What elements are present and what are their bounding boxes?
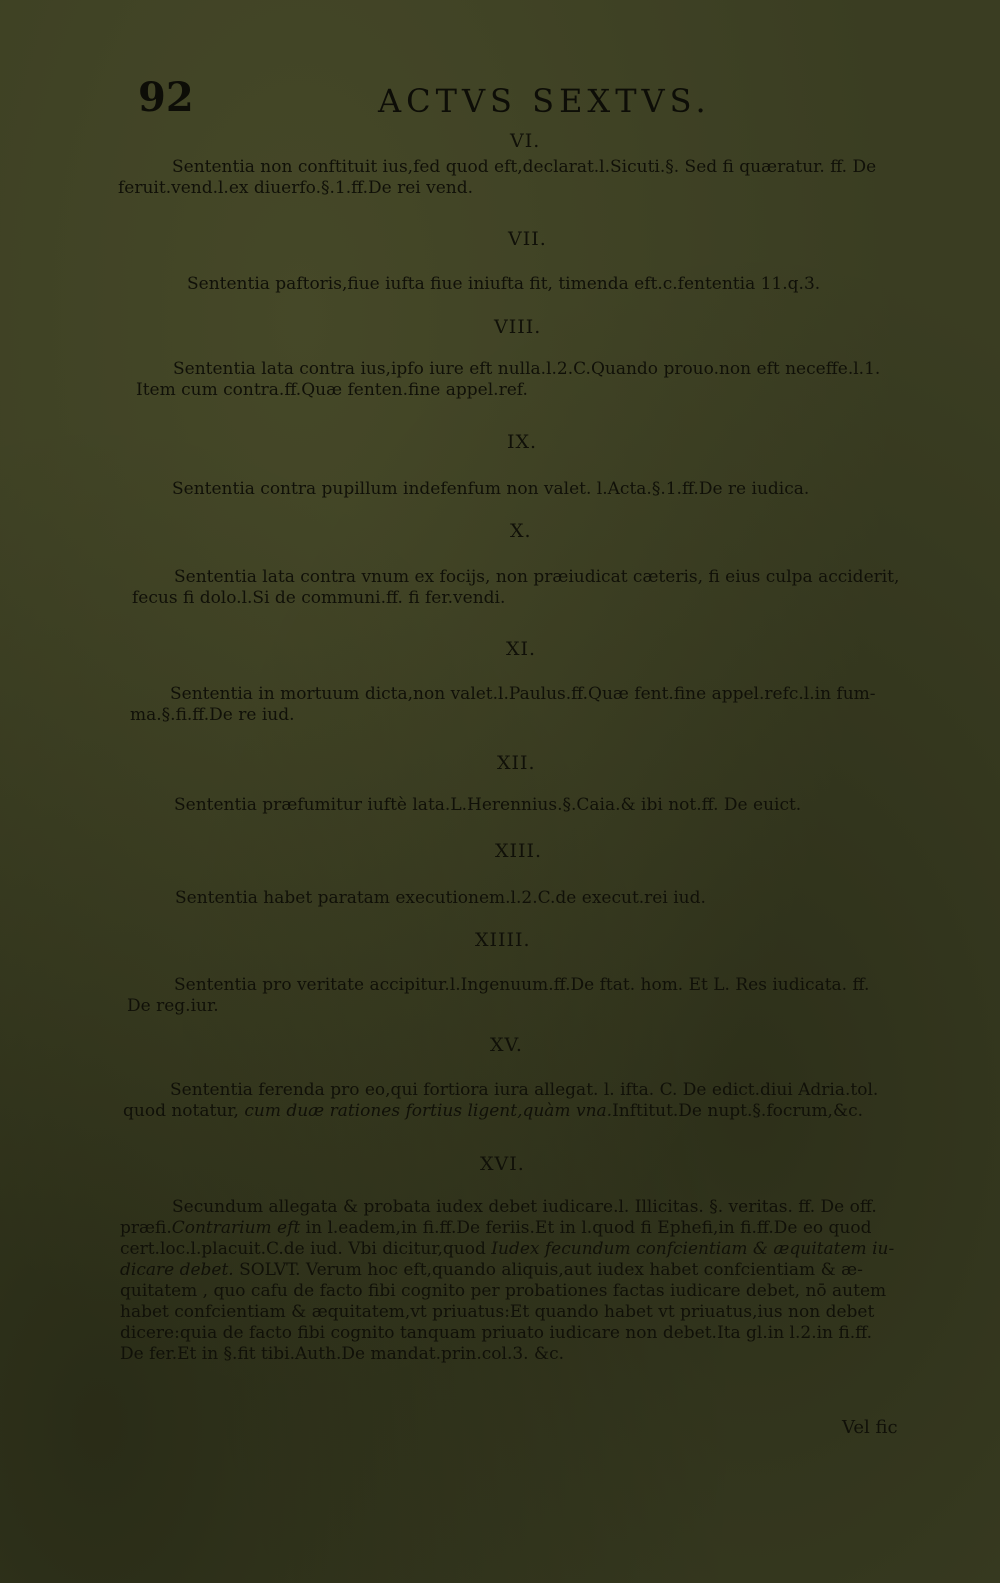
text-line: habet confcientiam & æquitatem,vt priuatus:Et quando habet vt priuatus,ius non debet: [120, 1302, 875, 1322]
section-13-text: [175, 888, 706, 909]
section-numeral-14: XIIII.: [475, 929, 531, 951]
text-line: feruit.vend.l.ex diuerfo.§.1.ff.De rei vend.: [118, 178, 473, 198]
page-number: 92: [138, 74, 194, 121]
section-11-text: [130, 684, 876, 726]
section-8-text: [136, 359, 881, 401]
text-line: dicere:quia de facto fibi cognito tanquam priuato iudicare non debet.Ita gl.in l.2.in fi.ff.: [120, 1323, 873, 1343]
section-12-text: [174, 795, 801, 816]
section-numeral-15: XV.: [490, 1034, 523, 1056]
section-6-text: [118, 157, 877, 199]
text-line: Sententia ferenda pro eo,qui fortiora iura allegat. l. ifta. C. De edict.diui Adria.tol.: [170, 1080, 879, 1100]
section-numeral-12: XII.: [497, 752, 536, 774]
section-14-text: [127, 975, 870, 1017]
section-numeral-8: VIII.: [494, 316, 542, 338]
text-line: Sententia pro veritate accipitur.l.Ingenuum.ff.De ftat. hom. Et L. Res iudicata. ff.: [174, 975, 870, 995]
section-numeral-10: X.: [510, 520, 532, 542]
text-line: Sententia habet paratam executionem.l.2.C.de execut.rei iud.: [175, 888, 706, 908]
text-line: quod notatur, cum duæ rationes fortius ligent,quàm vna.Inftitut.De nupt.§.focrum,&c.: [123, 1101, 864, 1121]
text-line: Item cum contra.ff.Quæ fenten.fine appel.ref.: [136, 380, 528, 400]
text-line: cert.loc.l.placuit.C.de iud. Vbi dicitur,quod Iudex fecundum confcientiam & æquitatem iu-: [120, 1239, 895, 1259]
section-10-text: [132, 567, 900, 609]
section-numeral-9: IX.: [507, 431, 538, 453]
catchword: Vel fic: [842, 1417, 898, 1438]
text-line: quitatem , quo cafu de facto fibi cognito per probationes factas iudicare debet, nō autem: [120, 1281, 887, 1301]
text-line: fecus fi dolo.l.Si de communi.ff. fi fer.vendi.: [132, 588, 506, 608]
section-numeral-11: XI.: [506, 638, 537, 660]
section-9-text: [172, 479, 809, 500]
text-line: ma.§.fi.ff.De re iud.: [130, 705, 295, 725]
section-16-text: [120, 1197, 895, 1365]
text-line: De reg.iur.: [127, 996, 219, 1016]
section-7-text: [187, 274, 820, 295]
section-numeral-16: XVI.: [480, 1153, 525, 1175]
text-line: Sententia non conftituit ius,fed quod eft,declarat.l.Sicuti.§. Sed fi quæratur. ff. De: [172, 157, 877, 177]
text-line: Sententia in mortuum dicta,non valet.l.Paulus.ff.Quæ fent.fine appel.refc.l.in fum-: [170, 684, 876, 704]
text-line: Sententia lata contra vnum ex focijs, non præiudicat cæteris, fi eius culpa acciderit,: [174, 567, 900, 587]
section-numeral-13: XIII.: [495, 840, 543, 862]
text-line: Sententia paftoris,fiue iufta fiue iniufta fit, timenda eft.c.fententia 11.q.3.: [187, 274, 821, 294]
text-line: De fer.Et in §.fit tibi.Auth.De mandat.prin.col.3. &c.: [120, 1344, 565, 1364]
section-15-text: [123, 1080, 879, 1122]
text-line: Sententia præfumitur iuftè lata.L.Herennius.§.Caia.& ibi not.ff. De euict.: [174, 795, 802, 815]
section-numeral-6: VI.: [510, 130, 541, 152]
text-line: dicare debet. SOLVT. Verum hoc eft,quando aliquis,aut iudex habet confcientiam & æ-: [120, 1260, 863, 1280]
running-head: ACTVS SEXTVS.: [378, 82, 711, 120]
text-line: Sententia lata contra ius,ipfo iure eft nulla.l.2.C.Quando prouo.non eft neceffe.l.1.: [173, 359, 881, 379]
section-numeral-7: VII.: [508, 228, 547, 250]
text-line: Sententia contra pupillum indefenfum non valet. l.Acta.§.1.ff.De re iudica.: [172, 479, 810, 499]
text-line: præfi.Contrarium eft in l.eadem,in fi.ff.De feriis.Et in l.quod fi Ephefi,in fi.ff.De eo quod: [120, 1218, 872, 1238]
text-line: Secundum allegata & probata iudex debet iudicare.l. Illicitas. §. veritas. ff. De off.: [172, 1197, 877, 1217]
